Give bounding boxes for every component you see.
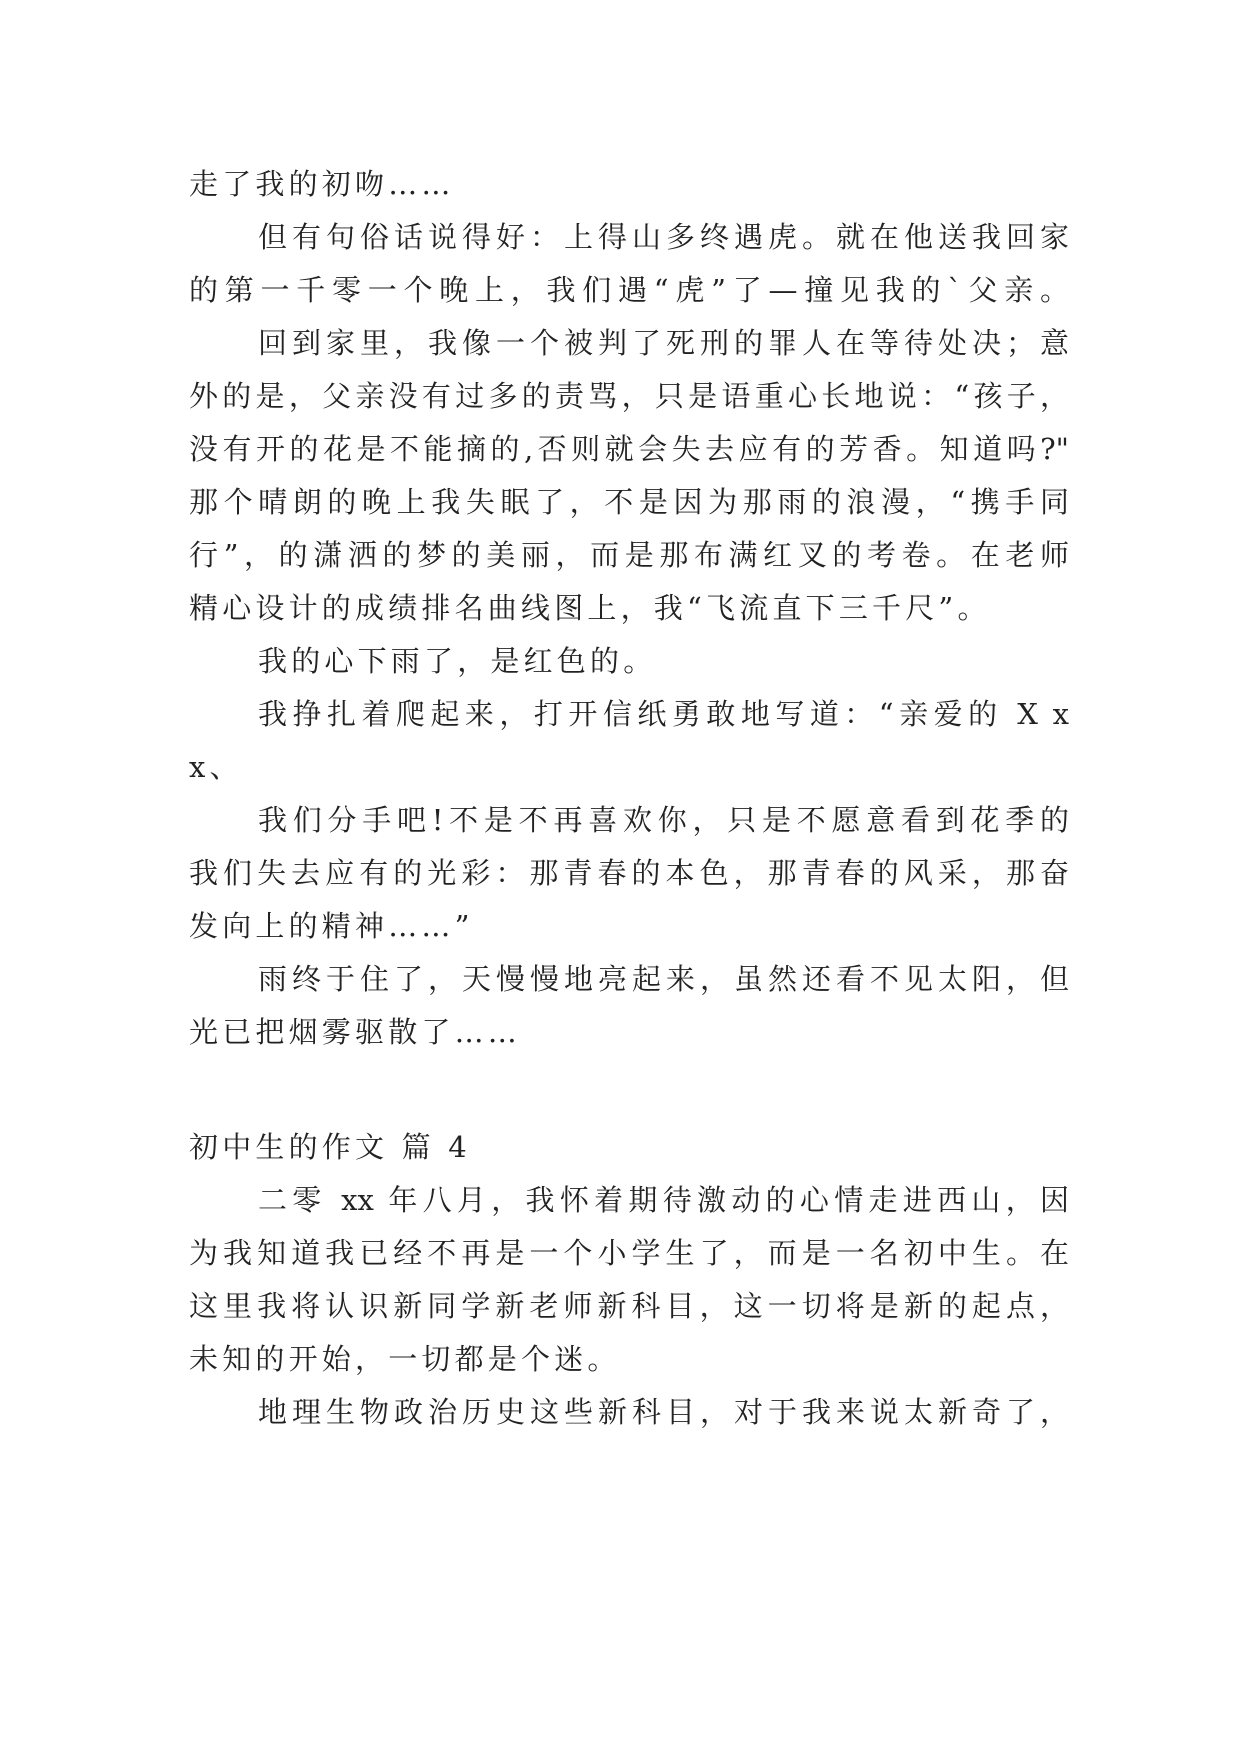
paragraph-line: 我挣扎着爬起来，打开信纸勇敢地写道：“亲爱的 X x <box>258 697 1069 731</box>
paragraph-line: 我们失去应有的光彩：那青春的本色，那青春的风采，那奋 <box>189 856 1069 890</box>
paragraph-line: 回到家里，我像一个被判了死刑的罪人在等待处决；意 <box>258 326 1069 360</box>
paragraph-line: 我的心下雨了，是红色的。 <box>258 644 657 678</box>
paragraph-line: 行”，的潇洒的梦的美丽，而是那布满红叉的考卷。在老师 <box>189 538 1069 572</box>
paragraph-line: 走了我的初吻…… <box>189 167 455 201</box>
paragraph-line: x、 <box>189 750 243 784</box>
section-heading: 初中生的作文 篇 4 <box>189 1130 471 1164</box>
paragraph-line: 没有开的花是不能摘的,否则就会失去应有的芳香。知道吗?" <box>189 432 1069 466</box>
paragraph-line: 地理生物政治历史这些新科目，对于我来说太新奇了， <box>258 1395 1069 1429</box>
paragraph-line: 二零 xx 年八月，我怀着期待激动的心情走进西山，因 <box>258 1183 1069 1217</box>
paragraph-line: 外的是，父亲没有过多的责骂，只是语重心长地说：“孩子， <box>189 379 1069 413</box>
paragraph-line: 但有句俗话说得好：上得山多终遇虎。就在他送我回家 <box>258 220 1069 254</box>
document-body <box>189 158 1069 1439</box>
paragraph-line: 那个晴朗的晚上我失眠了，不是因为那雨的浪漫，“携手同 <box>189 485 1069 519</box>
paragraph-line: 为我知道我已经不再是一个小学生了，而是一名初中生。在 <box>189 1236 1069 1270</box>
paragraph-line: 雨终于住了，天慢慢地亮起来，虽然还看不见太阳，但 <box>258 962 1069 996</box>
paragraph-line: 的第一千零一个晚上，我们遇“虎”了—撞见我的`父亲。 <box>189 273 1069 307</box>
paragraph-line: 未知的开始，一切都是个迷。 <box>189 1342 621 1376</box>
paragraph-line: 这里我将认识新同学新老师新科目，这一切将是新的起点， <box>189 1289 1069 1323</box>
paragraph-line: 我们分手吧!不是不再喜欢你，只是不愿意看到花季的 <box>258 803 1069 837</box>
paragraph-line: 光已把烟雾驱散了…… <box>189 1015 522 1049</box>
paragraph-line: 发向上的精神……” <box>189 909 474 943</box>
paragraph-line: 精心设计的成绩排名曲线图上，我“飞流直下三千尺”。 <box>189 591 991 625</box>
